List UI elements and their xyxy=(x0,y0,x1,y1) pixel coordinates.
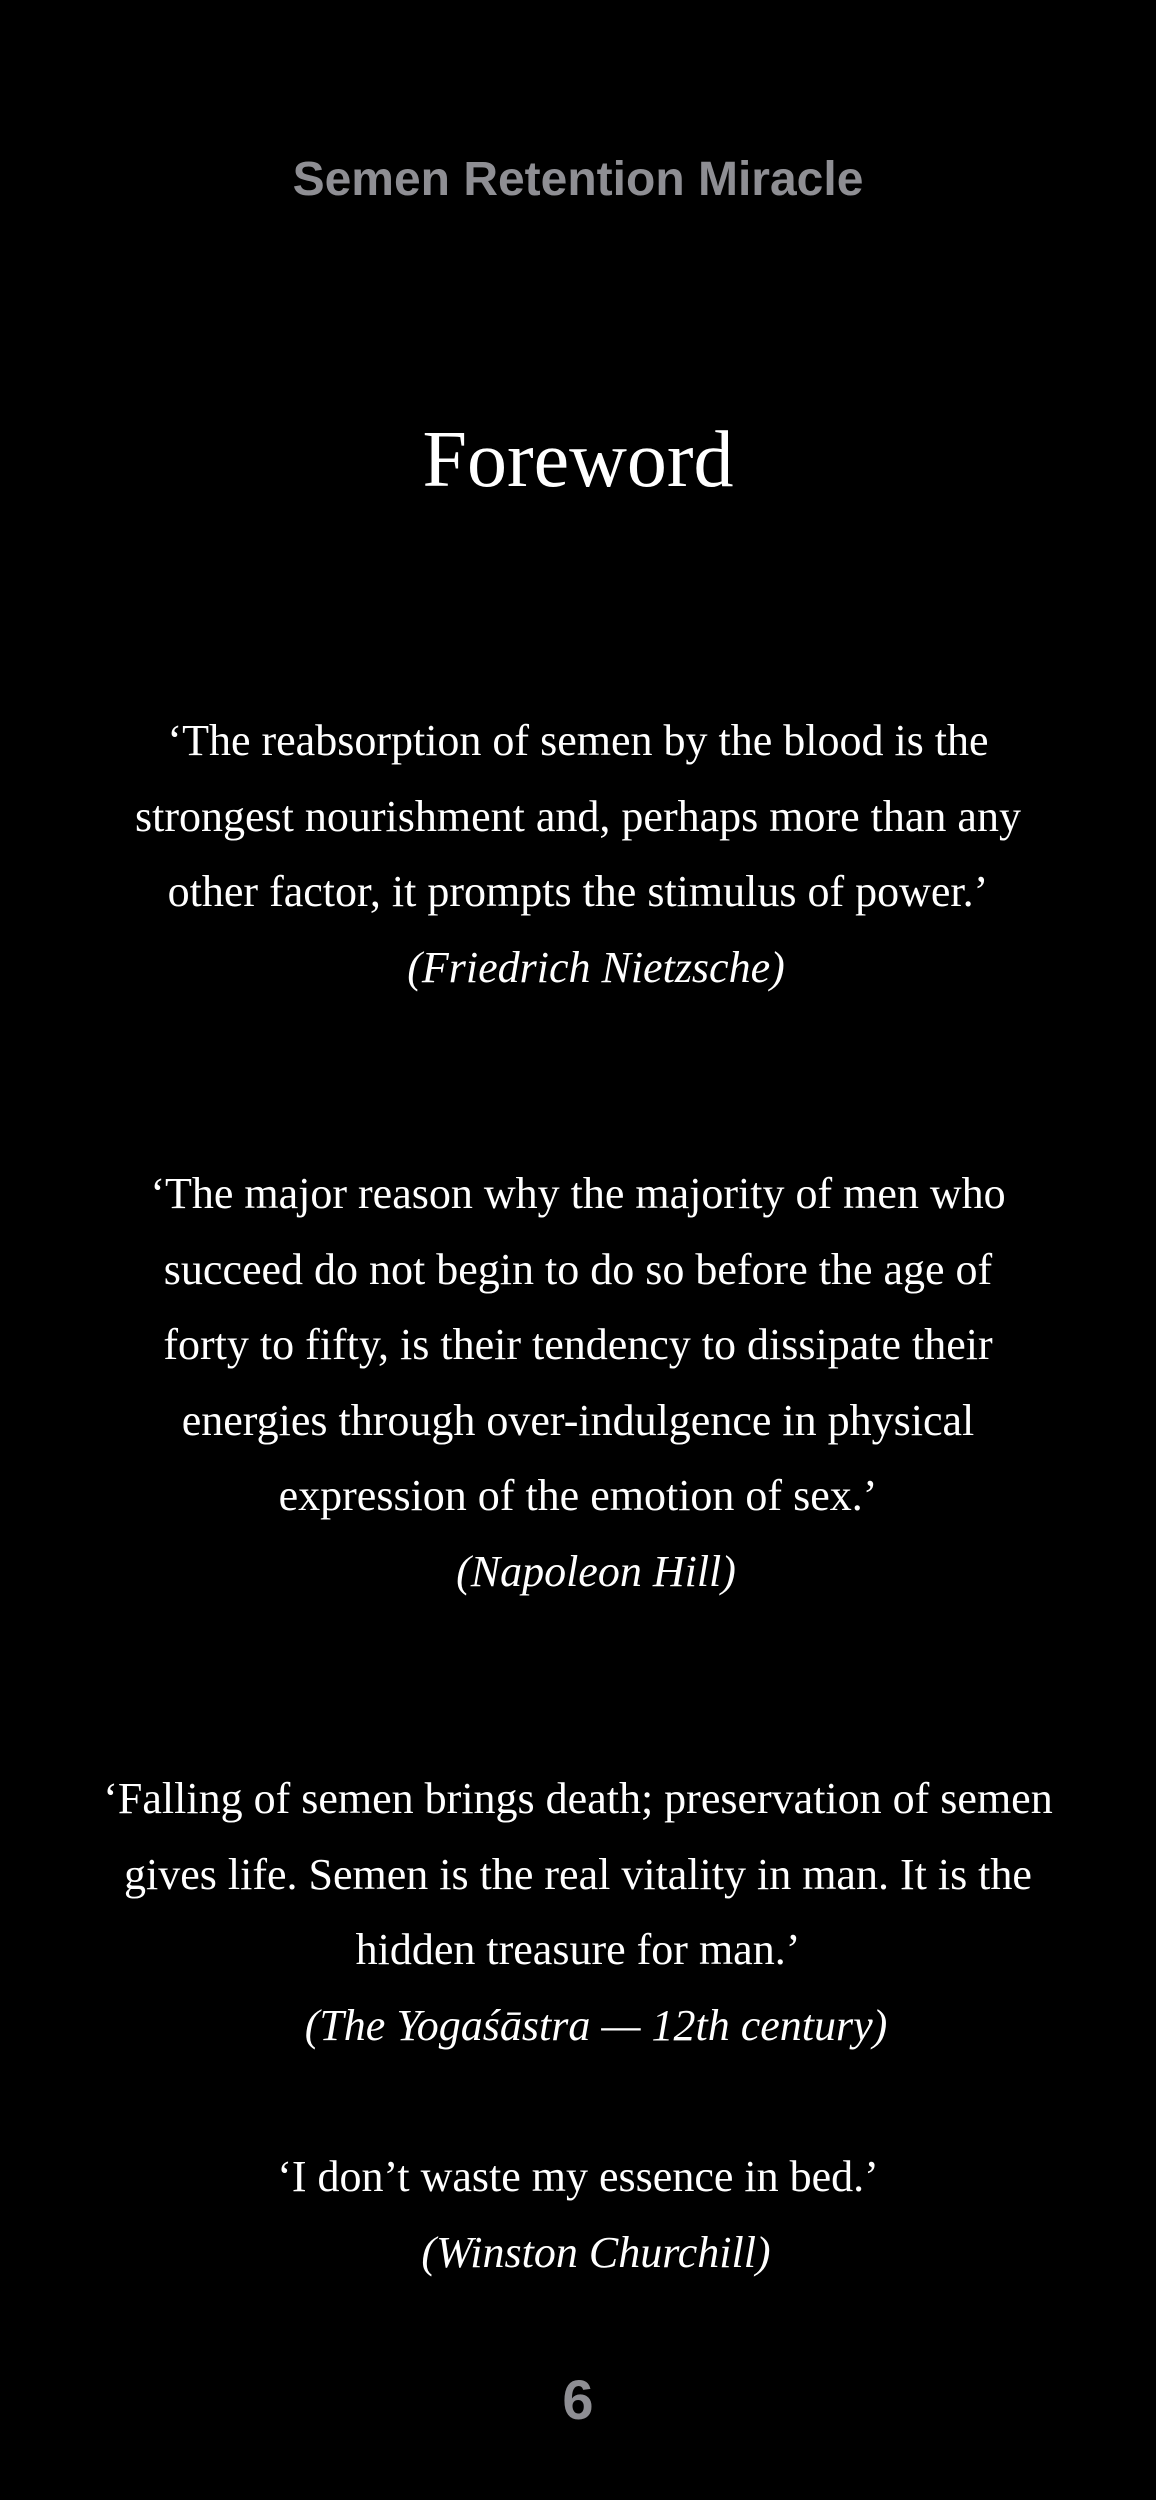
chapter-title: Foreword xyxy=(422,416,734,504)
quote-block xyxy=(100,1156,1056,1609)
quote-block xyxy=(100,703,1056,1005)
quote-author: (Napoleon Hill) xyxy=(456,1546,736,1596)
quote-text: ‘Falling of semen brings death; preservation of semen gives life. Semen is the real vitality in man. It is the hidden treasure for man.’ xyxy=(103,1774,1053,1974)
quote-block xyxy=(100,2139,1056,2290)
quote-author: (Winston Churchill) xyxy=(421,2227,771,2277)
quote-block xyxy=(100,1761,1056,2063)
quote-text: ‘The reabsorption of semen by the blood is the strongest nourishment and, perhaps more than any other factor, it prompts the stimulus of power.’ xyxy=(135,716,1021,916)
page-number: 6 xyxy=(562,2368,594,2431)
book-title: Semen Retention Miracle xyxy=(292,153,864,206)
quote-text: ‘The major reason why the majority of men who succeed do not begin to do so before the age of forty to fifty, is their tendency to dissipate their energies through over-indulgence in physical expression of the emotion of sex.’ xyxy=(150,1169,1006,1520)
quote-author: (The Yogaśāstra — 12th century) xyxy=(304,2000,888,2050)
quote-author: (Friedrich Nietzsche) xyxy=(407,942,785,992)
quote-text: ‘I don’t waste my essence in bed.’ xyxy=(277,2152,879,2201)
